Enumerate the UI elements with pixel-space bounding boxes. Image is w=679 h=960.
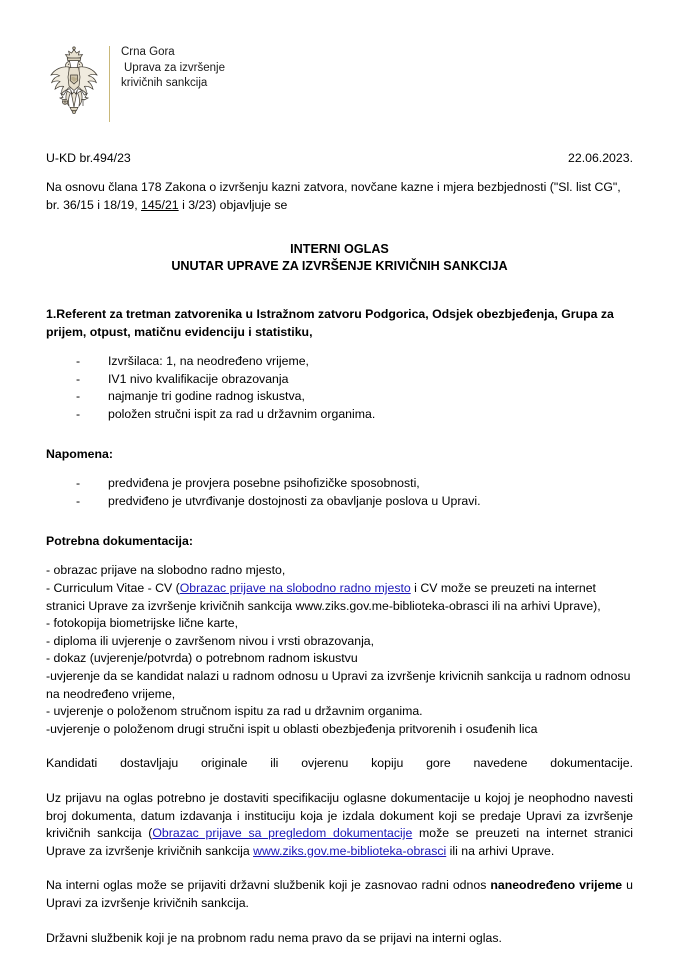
candidates-paragraph: Kandidati dostavljaju originale ili ovjerenu kopiju gore navedene dokumentacije. [46,756,633,771]
specification-text-part2: može se preuzeti na internet stranici Uprave za izvršenje krivičnih sankcija [46,826,633,858]
reference-number: U-KD br.494/23 [46,151,131,165]
ziks-website-link[interactable]: www.ziks.gov.me-biblioteka-obrasci [253,843,447,858]
eligibility-text-part2: u Upravi za izvršenje krivičnih sankcija. [46,878,633,910]
legal-basis-paragraph [46,179,633,214]
probation-paragraph: Državni službenik koji je na probnom radu nema pravo da se prijavi na interni oglas. [46,930,502,945]
title-line-2: UNUTAR UPRAVE ZA IZVRŠENJE KRIVIČNIH SANKCIJA [171,259,508,273]
country-name: Crna Gora [121,46,175,58]
specification-text-part1: Uz prijavu na oglas potrebno je dostaviti specifikaciju oglasne dokumentacije u kojoj je neophodno navesti broj dokumenta, datum izdavanja i instituciju koja je izdala dokument koji se predaje Upravi za izvršenje krivičnih sankcija ( [46,790,633,841]
eligibility-paragraph [46,877,633,912]
note-list [46,475,633,510]
documentation-item-diploma: - diploma ili uvjerenje o završenom nivou i vrsti obrazovanja, [46,633,375,648]
cv-text-prefix: - Curriculum Vitae - CV ( [46,581,180,596]
organisation-line-2: krivičnih sankcija [121,77,208,89]
list-item: - IV1 nivo kvalifikacije obrazovanja [76,371,633,389]
documentation-item-id-card: - fotokopija biometrijske lične karte, [46,616,239,631]
position-heading: 1.Referent za tretman zatvorenika u Istražnom zatvoru Podgorica, Odsjek obezbjeđenja, Grupa za prijem, otpust, matičnu evidenciju i statistiku, [46,307,614,339]
legal-basis-text-part2: i 3/23) objavljuje se [178,197,288,212]
reference-row [46,151,633,165]
specification-text-part3: ili na arhivi Uprave. [446,843,555,858]
documentation-item-employment-certificate: -uvjerenje da se kandidat nalazi u radnom odnosu u Upravi za izvršenje krivicnih sankcija u radnom odnosu na neodređeno vrijeme, [46,669,631,701]
documentation-overview-form-link[interactable]: Obrazac prijave sa pregledom dokumentacije [152,826,413,841]
organisation-line-1: Uprava za izvršenje [124,61,225,74]
list-item: - predviđeno je utvrđivanje dostojnosti za obavljanje poslova u Upravi. [76,493,633,511]
montenegro-coat-of-arms-icon [46,44,102,116]
list-item: - najmanje tri godine radnog iskustva, [76,388,633,406]
documentation-item-second-exam: -uvjerenje o položenom drugi stručni ispit u oblasti obezbjeđenja pritvorenih i osuđenih lica [46,721,538,736]
position-requirements-list [46,353,633,423]
letterhead [46,0,633,122]
cv-text-suffix: i CV može se preuzeti na internet stranici Uprave za izvršenje krivičnih sankcija www.ziks.gov.me-biblioteka-obrasci ili na arhivi Uprave), [46,581,601,613]
eligibility-text-part1: Na interni oglas može se prijaviti državni službenik koji je zasnovao radni odnos [46,878,491,893]
documentation-heading: Potrebna dokumentacija: [46,533,193,548]
documentation-item-cv [46,581,601,613]
documentation-item-work-experience: - dokaz (uvjerenje/potvrda) o potrebnom radnom iskustvu [46,651,358,666]
application-form-link[interactable]: Obrazac prijave na slobodno radno mjesto [179,581,411,596]
list-item: - položen stručni ispit za rad u državnim organima. [76,406,633,424]
title-line-1: INTERNI OGLAS [290,242,389,256]
eligibility-emphasis: naneodređeno vrijeme [490,878,623,893]
note-heading: Napomena: [46,446,113,461]
documentation-list [46,562,633,738]
legal-basis-underlined-reference: 145/21 [141,197,179,212]
document-date: 22.06.2023. [568,151,633,165]
documentation-item-state-exam: - uvjerenje o položenom stručnom ispitu za rad u državnim organima. [46,704,423,719]
list-item: - Izvršilaca: 1, na neodređeno vrijeme, [76,353,633,371]
legal-basis-text-part1: Na osnovu člana 178 Zakona o izvršenju kazni zatvora, novčane kazne i mjera bezbjednosti ("Sl. list CG", br. 36/15 i 18/19, [46,180,621,212]
documentation-item-application-form: - obrazac prijave na slobodno radno mjesto, [46,563,286,578]
specification-paragraph [46,790,633,860]
list-item: - predviđena je provjera posebne psihofizičke sposobnosti, [76,475,633,493]
document-title [46,241,633,275]
letterhead-text [110,44,225,92]
